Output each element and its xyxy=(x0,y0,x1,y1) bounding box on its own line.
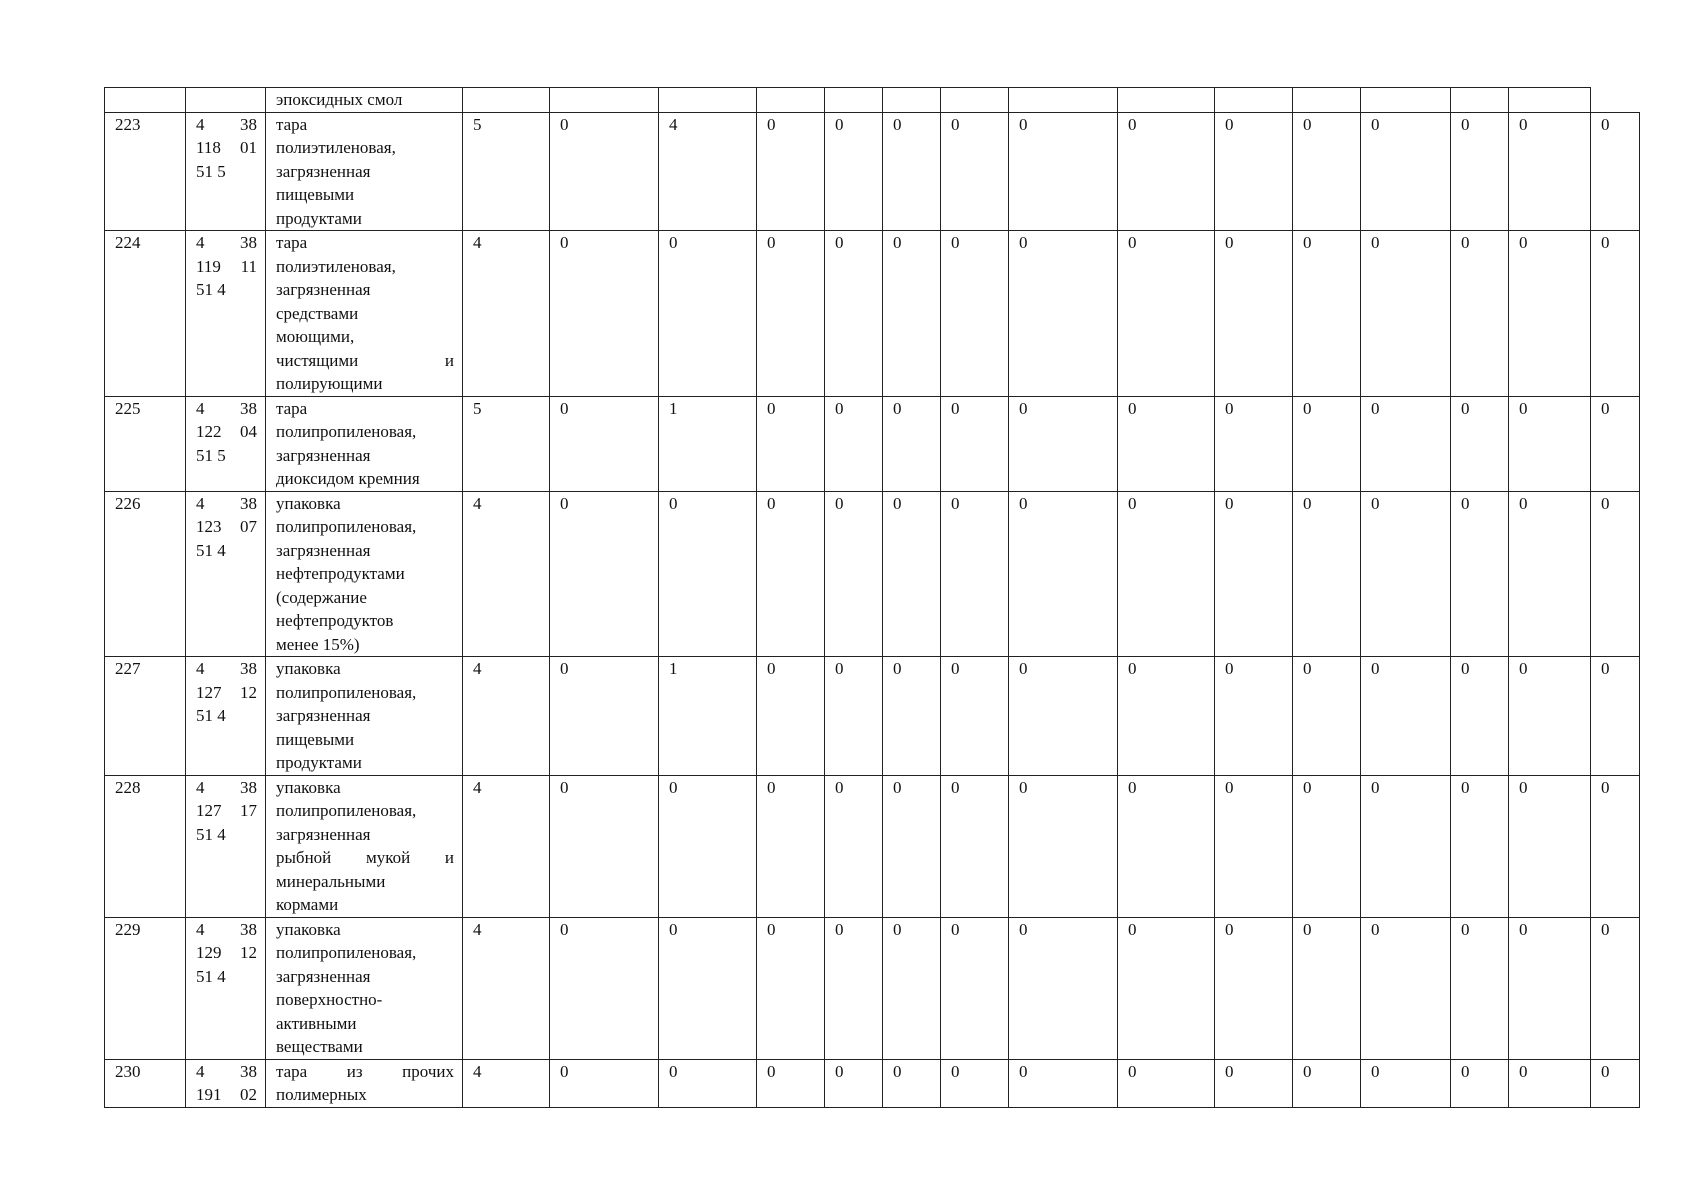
value-cell: 0 xyxy=(659,775,757,917)
name-line: средствами xyxy=(276,303,359,323)
value-cell: 0 xyxy=(1215,491,1293,657)
hazard-class-cell: 4 xyxy=(463,1059,550,1107)
waste-code-cell xyxy=(186,917,266,1059)
value-cell: 0 xyxy=(1451,775,1509,917)
row-number-cell: 230 xyxy=(105,1059,186,1107)
value-cell: 0 xyxy=(550,775,659,917)
value-cell: 0 xyxy=(941,657,1009,776)
value-cell: 0 xyxy=(1361,112,1451,231)
table-row xyxy=(105,491,1640,657)
code-line: 123 07 xyxy=(196,517,257,536)
value-cell: 0 xyxy=(757,231,825,397)
row-number-cell: 227 xyxy=(105,657,186,776)
value-cell: 0 xyxy=(825,657,883,776)
name-line: минеральными xyxy=(276,871,386,891)
value-cell: 0 xyxy=(1361,917,1451,1059)
name-line: (содержание xyxy=(276,587,367,607)
value-cell xyxy=(883,88,941,113)
name-line: полипропиленовая, xyxy=(276,682,417,702)
name-line: полиэтиленовая, xyxy=(276,256,396,276)
hazard-class-cell: 5 xyxy=(463,396,550,491)
name-line: упаковка xyxy=(276,493,341,513)
code-line: 127 17 xyxy=(196,801,257,820)
value-cell: 0 xyxy=(825,775,883,917)
value-cell: 0 xyxy=(1591,231,1640,397)
hazard-class-cell: 4 xyxy=(463,775,550,917)
value-cell: 0 xyxy=(1293,1059,1361,1107)
name-line: кормами xyxy=(276,895,339,914)
value-cell xyxy=(1215,88,1293,113)
value-cell: 0 xyxy=(757,491,825,657)
value-cell: 0 xyxy=(1451,491,1509,657)
name-line: тара xyxy=(276,114,308,134)
value-cell: 0 xyxy=(1591,112,1640,231)
value-cell: 0 xyxy=(757,112,825,231)
value-cell: 0 xyxy=(1009,231,1118,397)
table-row xyxy=(105,231,1640,397)
code-line: 51 4 xyxy=(196,824,226,844)
name-line: пищевыми xyxy=(276,729,355,749)
value-cell: 0 xyxy=(941,1059,1009,1107)
value-cell: 0 xyxy=(1118,112,1215,231)
value-cell: 0 xyxy=(825,112,883,231)
value-cell: 0 xyxy=(1361,231,1451,397)
name-line: полипропиленовая, xyxy=(276,517,417,536)
value-cell: 0 xyxy=(883,231,941,397)
code-line: 122 04 xyxy=(196,422,257,441)
value-cell: 0 xyxy=(1215,396,1293,491)
waste-name-cell xyxy=(266,917,463,1059)
waste-code-cell xyxy=(186,657,266,776)
value-cell: 0 xyxy=(825,231,883,397)
value-cell: 0 xyxy=(1509,491,1591,657)
name-line: тара из прочих xyxy=(276,1061,454,1081)
value-cell: 0 xyxy=(1509,396,1591,491)
value-cell: 0 xyxy=(1009,491,1118,657)
code-line: 51 4 xyxy=(196,280,226,299)
value-cell: 0 xyxy=(1451,657,1509,776)
value-cell: 0 xyxy=(659,1059,757,1107)
name-line: пищевыми xyxy=(276,185,355,204)
name-line: активными xyxy=(276,1013,357,1033)
value-cell: 0 xyxy=(1009,917,1118,1059)
table-row xyxy=(105,112,1640,231)
value-cell: 0 xyxy=(1293,917,1361,1059)
name-line: чистящими и xyxy=(276,350,454,370)
waste-code-cell xyxy=(186,231,266,397)
value-cell: 0 xyxy=(1293,231,1361,397)
code-line: 4 38 xyxy=(196,493,257,513)
value-cell: 0 xyxy=(550,396,659,491)
value-cell: 0 xyxy=(941,491,1009,657)
name-line: полипропиленовая, xyxy=(276,801,417,820)
value-cell: 0 xyxy=(1509,112,1591,231)
value-cell: 0 xyxy=(757,917,825,1059)
value-cell: 0 xyxy=(883,1059,941,1107)
value-cell: 0 xyxy=(1118,917,1215,1059)
value-cell: 0 xyxy=(1451,1059,1509,1107)
code-line: 51 5 xyxy=(196,445,226,465)
value-cell: 0 xyxy=(825,1059,883,1107)
row-number-cell: 229 xyxy=(105,917,186,1059)
value-cell: 0 xyxy=(1509,775,1591,917)
value-cell xyxy=(1009,88,1118,113)
waste-code-cell xyxy=(186,491,266,657)
table-row xyxy=(105,396,1640,491)
code-line: 118 01 xyxy=(196,138,257,157)
value-cell: 0 xyxy=(883,112,941,231)
value-cell: 0 xyxy=(883,396,941,491)
value-cell: 0 xyxy=(757,775,825,917)
value-cell: 0 xyxy=(883,775,941,917)
row-number-cell: 225 xyxy=(105,396,186,491)
name-line: моющими, xyxy=(276,327,355,346)
name-line: продуктами xyxy=(276,208,362,228)
code-line: 51 4 xyxy=(196,540,226,560)
name-line: полиэтиленовая, xyxy=(276,138,396,157)
value-cell: 0 xyxy=(1118,396,1215,491)
value-cell: 0 xyxy=(1361,396,1451,491)
code-line: 4 38 xyxy=(196,233,257,252)
value-cell xyxy=(1509,88,1591,113)
table-body xyxy=(105,88,1640,1108)
value-cell: 0 xyxy=(941,775,1009,917)
table-row xyxy=(105,775,1640,917)
code-line: 4 38 xyxy=(196,398,257,418)
value-cell: 0 xyxy=(1509,657,1591,776)
value-cell: 0 xyxy=(659,917,757,1059)
value-cell xyxy=(659,88,757,113)
hazard-class-cell: 4 xyxy=(463,231,550,397)
value-cell: 0 xyxy=(883,917,941,1059)
value-cell: 0 xyxy=(1361,1059,1451,1107)
value-cell: 0 xyxy=(550,917,659,1059)
hazard-class-cell: 5 xyxy=(463,112,550,231)
value-cell xyxy=(825,88,883,113)
name-cell xyxy=(266,88,463,113)
value-cell: 0 xyxy=(941,231,1009,397)
value-cell: 0 xyxy=(1591,396,1640,491)
waste-name-cell xyxy=(266,112,463,231)
waste-name-cell xyxy=(266,775,463,917)
code-line: 127 12 xyxy=(196,682,257,702)
row-number-cell: 224 xyxy=(105,231,186,397)
name-line: тара xyxy=(276,398,308,418)
value-cell: 0 xyxy=(825,491,883,657)
value-cell: 0 xyxy=(1215,112,1293,231)
value-cell: 0 xyxy=(1591,657,1640,776)
value-cell xyxy=(941,88,1009,113)
value-cell: 0 xyxy=(757,657,825,776)
value-cell: 0 xyxy=(659,231,757,397)
name-line: полирующими xyxy=(276,374,383,393)
code-line: 51 4 xyxy=(196,966,226,986)
value-cell: 0 xyxy=(1215,1059,1293,1107)
name-line: полипропиленовая, xyxy=(276,422,417,441)
value-cell xyxy=(463,88,550,113)
name-line: полипропиленовая, xyxy=(276,943,417,962)
value-cell: 0 xyxy=(1009,112,1118,231)
name-line: загрязненная xyxy=(276,966,371,986)
value-cell: 0 xyxy=(1215,917,1293,1059)
name-line: диоксидом кремния xyxy=(276,469,420,488)
value-cell: 0 xyxy=(1118,1059,1215,1107)
waste-code-cell xyxy=(186,396,266,491)
name-line: загрязненная xyxy=(276,161,371,181)
waste-code-cell xyxy=(186,1059,266,1107)
table-row xyxy=(105,1059,1640,1107)
value-cell: 0 xyxy=(1591,775,1640,917)
value-cell: 0 xyxy=(825,917,883,1059)
value-cell: 0 xyxy=(1509,917,1591,1059)
code-line: 129 12 xyxy=(196,943,257,962)
value-cell: 0 xyxy=(1451,231,1509,397)
waste-name-cell xyxy=(266,657,463,776)
hazard-class-cell: 4 xyxy=(463,491,550,657)
value-cell: 0 xyxy=(1215,231,1293,397)
value-cell: 0 xyxy=(550,112,659,231)
value-cell: 0 xyxy=(941,917,1009,1059)
value-cell: 0 xyxy=(1118,657,1215,776)
value-cell: 0 xyxy=(1118,491,1215,657)
value-cell: 1 xyxy=(659,396,757,491)
table-row xyxy=(105,657,1640,776)
name-line: упаковка xyxy=(276,919,341,939)
value-cell xyxy=(550,88,659,113)
waste-code-cell xyxy=(186,775,266,917)
value-cell: 0 xyxy=(1009,1059,1118,1107)
waste-name-cell xyxy=(266,231,463,397)
name-line: загрязненная xyxy=(276,280,371,299)
value-cell: 0 xyxy=(1118,775,1215,917)
name-line: загрязненная xyxy=(276,445,371,465)
name-line: рыбной мукой и xyxy=(276,848,454,867)
name-line: менее 15%) xyxy=(276,634,360,654)
value-cell: 0 xyxy=(1293,657,1361,776)
value-cell: 0 xyxy=(825,396,883,491)
value-cell: 0 xyxy=(1215,657,1293,776)
value-cell: 0 xyxy=(1361,775,1451,917)
value-cell: 0 xyxy=(941,396,1009,491)
name-line: полимерных xyxy=(276,1085,367,1104)
table-row-continuation xyxy=(105,88,1640,113)
hazard-class-cell: 4 xyxy=(463,657,550,776)
name-line: веществами xyxy=(276,1037,363,1056)
name-line: продуктами xyxy=(276,753,362,772)
waste-name-cell xyxy=(266,396,463,491)
name-line: загрязненная xyxy=(276,540,371,560)
value-cell: 0 xyxy=(1293,112,1361,231)
value-cell: 0 xyxy=(757,396,825,491)
name-line: нефтепродуктов xyxy=(276,611,394,630)
value-cell xyxy=(1293,88,1361,113)
value-cell: 0 xyxy=(1293,775,1361,917)
value-cell xyxy=(1361,88,1451,113)
name-line: упаковка xyxy=(276,659,341,678)
value-cell: 0 xyxy=(1009,775,1118,917)
value-cell: 0 xyxy=(1451,396,1509,491)
num-cell xyxy=(105,88,186,113)
value-cell: 0 xyxy=(1451,917,1509,1059)
row-number-cell: 226 xyxy=(105,491,186,657)
value-cell: 0 xyxy=(1509,1059,1591,1107)
name-line: эпоксидных смол xyxy=(276,90,403,109)
value-cell: 0 xyxy=(1293,396,1361,491)
value-cell xyxy=(1451,88,1509,113)
code-line: 4 38 xyxy=(196,114,257,134)
name-line: тара xyxy=(276,233,308,252)
waste-name-cell xyxy=(266,491,463,657)
name-line: поверхностно- xyxy=(276,990,383,1009)
code-line: 4 38 xyxy=(196,777,257,797)
row-number-cell: 228 xyxy=(105,775,186,917)
value-cell: 0 xyxy=(1361,657,1451,776)
value-cell: 4 xyxy=(659,112,757,231)
value-cell: 0 xyxy=(1591,917,1640,1059)
name-line: упаковка xyxy=(276,777,341,797)
code-line: 191 02 xyxy=(196,1085,257,1104)
value-cell: 0 xyxy=(883,657,941,776)
hazard-class-cell: 4 xyxy=(463,917,550,1059)
value-cell: 0 xyxy=(659,491,757,657)
value-cell: 0 xyxy=(1361,491,1451,657)
code-line: 51 5 xyxy=(196,161,226,181)
value-cell xyxy=(1118,88,1215,113)
waste-code-cell xyxy=(186,112,266,231)
value-cell: 0 xyxy=(1009,657,1118,776)
code-line: 119 11 xyxy=(196,256,257,276)
value-cell: 0 xyxy=(1009,396,1118,491)
value-cell: 0 xyxy=(550,1059,659,1107)
waste-table xyxy=(104,87,1640,1108)
value-cell: 0 xyxy=(1293,491,1361,657)
value-cell: 0 xyxy=(941,112,1009,231)
value-cell: 0 xyxy=(757,1059,825,1107)
value-cell: 0 xyxy=(550,231,659,397)
row-number-cell: 223 xyxy=(105,112,186,231)
code-line: 51 4 xyxy=(196,706,226,725)
value-cell xyxy=(757,88,825,113)
name-line: нефтепродуктами xyxy=(276,564,405,583)
name-line: загрязненная xyxy=(276,824,371,844)
waste-name-cell xyxy=(266,1059,463,1107)
name-line: загрязненная xyxy=(276,706,371,725)
value-cell: 0 xyxy=(1118,231,1215,397)
code-line: 4 38 xyxy=(196,919,257,939)
value-cell: 0 xyxy=(550,657,659,776)
value-cell: 0 xyxy=(1509,231,1591,397)
value-cell: 1 xyxy=(659,657,757,776)
code-line: 4 38 xyxy=(196,659,257,678)
code-cell xyxy=(186,88,266,113)
code-line: 4 38 xyxy=(196,1061,257,1081)
value-cell: 0 xyxy=(1591,1059,1640,1107)
value-cell: 0 xyxy=(1451,112,1509,231)
table-row xyxy=(105,917,1640,1059)
value-cell: 0 xyxy=(1215,775,1293,917)
value-cell: 0 xyxy=(883,491,941,657)
value-cell: 0 xyxy=(550,491,659,657)
value-cell: 0 xyxy=(1591,491,1640,657)
